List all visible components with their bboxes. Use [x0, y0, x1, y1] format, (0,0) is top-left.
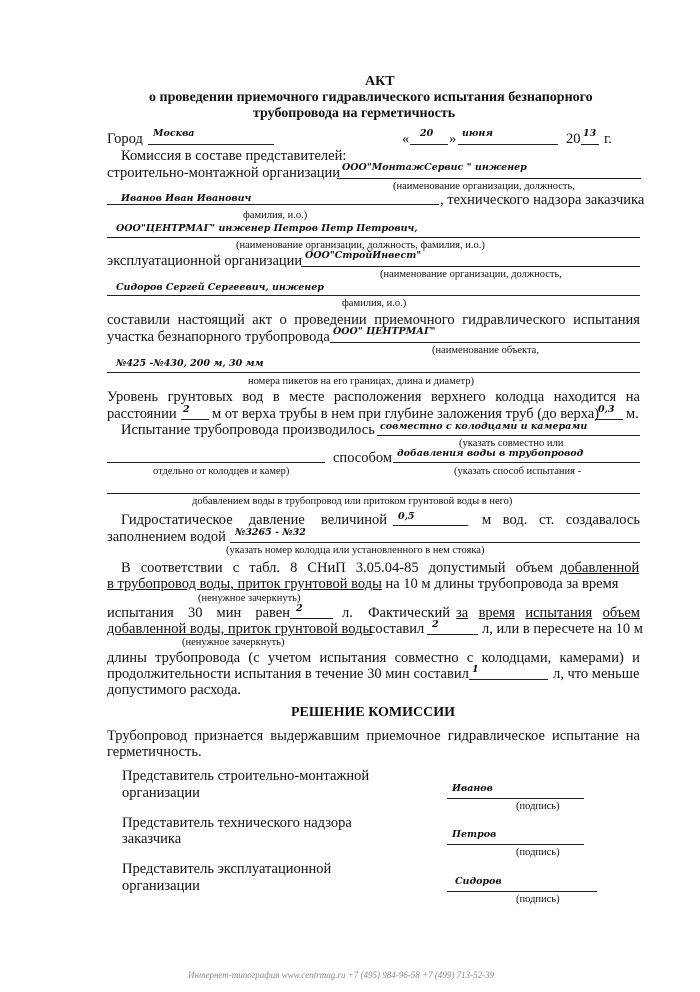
commission-intro: Комиссия в составе представителей:	[121, 148, 347, 164]
signature1-value: Иванов	[452, 783, 493, 794]
month-field[interactable]	[458, 144, 558, 145]
person1-value: Иванов Иван Иванович	[121, 193, 252, 204]
wells-value: №3265 - №32	[235, 527, 306, 538]
depth-field[interactable]	[595, 419, 623, 420]
hint-well: (указать номер колодца или установленного в нем стояка)	[226, 545, 485, 556]
pickets-field[interactable]	[107, 372, 640, 373]
pickets-value: №425 -№430, 200 м, 30 мм	[116, 358, 264, 369]
para5-line1: В соответствии с табл. 8 СНиП 3.05.04-85 допустимый объем	[121, 560, 553, 576]
expl-rep-value: Сидоров Сергей Сергеевич, инженер	[116, 282, 324, 293]
method-value: добавления воды в трубопровод	[397, 448, 584, 459]
method-field[interactable]	[393, 462, 640, 463]
hint-method: (указать способ испытания -	[454, 466, 582, 477]
day-field[interactable]	[410, 144, 448, 145]
hint-org-position: (наименование организации, должность,	[393, 181, 575, 192]
hint-cross-out-2: (ненужное зачеркнуть)	[182, 637, 285, 648]
hint-addition: добавлением воды в трубопровод или притоком грунтовой воды в него)	[192, 496, 513, 507]
together-cont-field[interactable]	[107, 462, 325, 463]
doc-subtitle-line1: о проведении приемочного гидравлического испытания безнапорного	[149, 90, 593, 105]
distance-field[interactable]	[181, 419, 209, 420]
doc-subtitle-line2: трубопровода на герметичность	[253, 106, 456, 121]
decision-line1: Трубопровод признается выдержавшим приемочное гидравлическое испытание на	[107, 728, 640, 744]
pressure-field[interactable]	[393, 525, 468, 526]
year-prefix: 20	[566, 131, 581, 147]
together-value: совместно с колодцами и камерами	[380, 421, 588, 432]
day-value: 20	[420, 128, 434, 139]
expl-org-field[interactable]	[301, 266, 640, 267]
org1-value: ООО"МонтажСервис " инженер	[342, 162, 527, 173]
object-field[interactable]	[330, 342, 640, 343]
footer-printshop: Интернет-типография www.centrmag.ru +7 (495) 984-96-58 +7 (499) 713-52-39	[188, 970, 495, 980]
expl-org-value: ООО"СтройИнвест"	[305, 250, 422, 261]
para5-line6: продолжительности испытания в течение 30 мин составил	[107, 666, 469, 682]
para5-line3-underlined: за время испытания объем	[456, 605, 640, 621]
para5-line4-composed: составил	[369, 621, 425, 637]
para5-line6-end: л, что меньше	[553, 666, 640, 682]
city-value: Москва	[153, 128, 195, 139]
together-field[interactable]	[377, 435, 640, 436]
month-value: июня	[462, 128, 493, 139]
hint-org-position-fio: (наименование организации, должность, фамилия, и.о.)	[236, 240, 485, 251]
para2-distance-label: расстоянии	[107, 406, 177, 422]
para1-line2: участка безнапорного трубопровода	[107, 329, 330, 345]
signature2-hint: (подпись)	[516, 847, 560, 858]
hint-cross-out-1: (ненужное зачеркнуть)	[198, 593, 301, 604]
year-value: 13	[583, 128, 597, 139]
person1-field[interactable]	[107, 204, 439, 205]
date-open-quote: «	[402, 131, 410, 147]
para2-line1: Уровень грунтовых вод в месте расположения верхнего колодца находится на	[107, 389, 640, 405]
signer1-title-line2: организации	[122, 785, 200, 801]
signature3-value: Сидоров	[455, 876, 502, 887]
signature2-value: Петров	[452, 829, 497, 840]
year-field[interactable]	[581, 144, 599, 145]
para2-meters: м.	[626, 406, 639, 422]
para5-line2: в трубопровод воды, приток грунтовой воды на 10 м длины трубопровода за время	[107, 576, 619, 592]
actual-field[interactable]	[427, 634, 478, 635]
signer2-title-line2: заказчика	[122, 831, 182, 847]
para5-line4-per10: л, или в пересчете на 10 м	[482, 621, 643, 637]
signature3-hint: (подпись)	[516, 894, 560, 905]
signature2-line[interactable]	[447, 844, 584, 845]
para5-line3-mid: л. Фактический	[342, 605, 450, 621]
expl-rep-field[interactable]	[107, 295, 640, 296]
doc-title: АКТ	[365, 74, 395, 89]
depth-value: 0,3	[598, 404, 615, 415]
para5-line4-underlined: добавленной воды, приток грунтовой воды	[107, 621, 373, 637]
tech-supervision-label: , технического надзора заказчика	[440, 192, 645, 208]
para4-fill-label: заполнением водой	[107, 529, 226, 545]
expl-org-label: эксплуатационной организации	[107, 253, 303, 269]
object-value: ООО" ЦЕНТРМАГ"	[333, 326, 436, 337]
decision-line2: герметичность.	[107, 744, 202, 760]
pressure-value: 0,5	[398, 511, 415, 522]
tech-rep-field[interactable]	[107, 237, 640, 238]
para5-line3-left: испытания 30 мин равен	[107, 605, 290, 621]
org1-label: строительно-монтажной организации	[107, 165, 341, 181]
hint-fio-2: фамилия, и.о.)	[342, 298, 407, 309]
wells-field[interactable]	[230, 542, 640, 543]
hint-fio-1: фамилия, и.о.)	[243, 210, 308, 221]
para3-test-label: Испытание трубопровода производилось	[121, 422, 375, 438]
para5-line5: длины трубопровода (с учетом испытания совместно с колодцами, камерами) и	[107, 650, 640, 666]
allowed-value: 2	[296, 603, 303, 614]
actual-value: 2	[432, 619, 439, 630]
method-cont-field[interactable]	[107, 493, 640, 494]
hint-separate: отдельно от колодцев и камер)	[153, 466, 290, 477]
para2-depth-label: м от верха трубы в нем при глубине заложения труб (до верха)	[212, 406, 600, 422]
city-field[interactable]	[148, 144, 274, 145]
para1-line1: составили настоящий акт о проведении приемочного гидравлического испытания	[107, 312, 640, 328]
para4-pressure-units: м вод. ст. создавалось	[482, 512, 640, 528]
method-label: способом	[333, 450, 393, 466]
signature1-line[interactable]	[447, 798, 584, 799]
signature3-line[interactable]	[447, 891, 597, 892]
signer1-title-line1: Представитель строительно-монтажной	[122, 768, 370, 784]
distance-value: 2	[183, 404, 190, 415]
signer3-title-line2: организации	[122, 878, 200, 894]
org1-field[interactable]	[337, 178, 641, 179]
para5-added-underlined: добавленной	[560, 560, 640, 576]
hint-together: (указать совместно или	[459, 438, 564, 449]
city-label: Город	[107, 131, 143, 147]
para5-line7: допустимого расхода.	[107, 682, 241, 698]
signer3-title-line1: Представитель эксплуатационной	[122, 861, 332, 877]
year-suffix: г.	[604, 131, 612, 147]
date-close-quote: »	[449, 131, 457, 147]
per10-value: 1	[472, 664, 479, 675]
signer2-title-line1: Представитель технического надзора	[122, 815, 352, 831]
hint-org-position-2: (наименование организации, должность,	[380, 269, 562, 280]
decision-title: РЕШЕНИЕ КОМИССИИ	[291, 705, 456, 720]
allowed-field[interactable]	[290, 618, 333, 619]
para4-pressure-label: Гидростатическое давление величиной	[121, 512, 387, 528]
signature1-hint: (подпись)	[516, 801, 560, 812]
per10-field[interactable]	[469, 679, 548, 680]
tech-rep-value: ООО"ЦЕНТРМАГ" инженер Петров Петр Петрович,	[116, 223, 418, 234]
hint-pickets: номера пикетов на его границах, длина и диаметр)	[248, 376, 474, 387]
hint-object: (наименование объекта,	[432, 345, 539, 356]
